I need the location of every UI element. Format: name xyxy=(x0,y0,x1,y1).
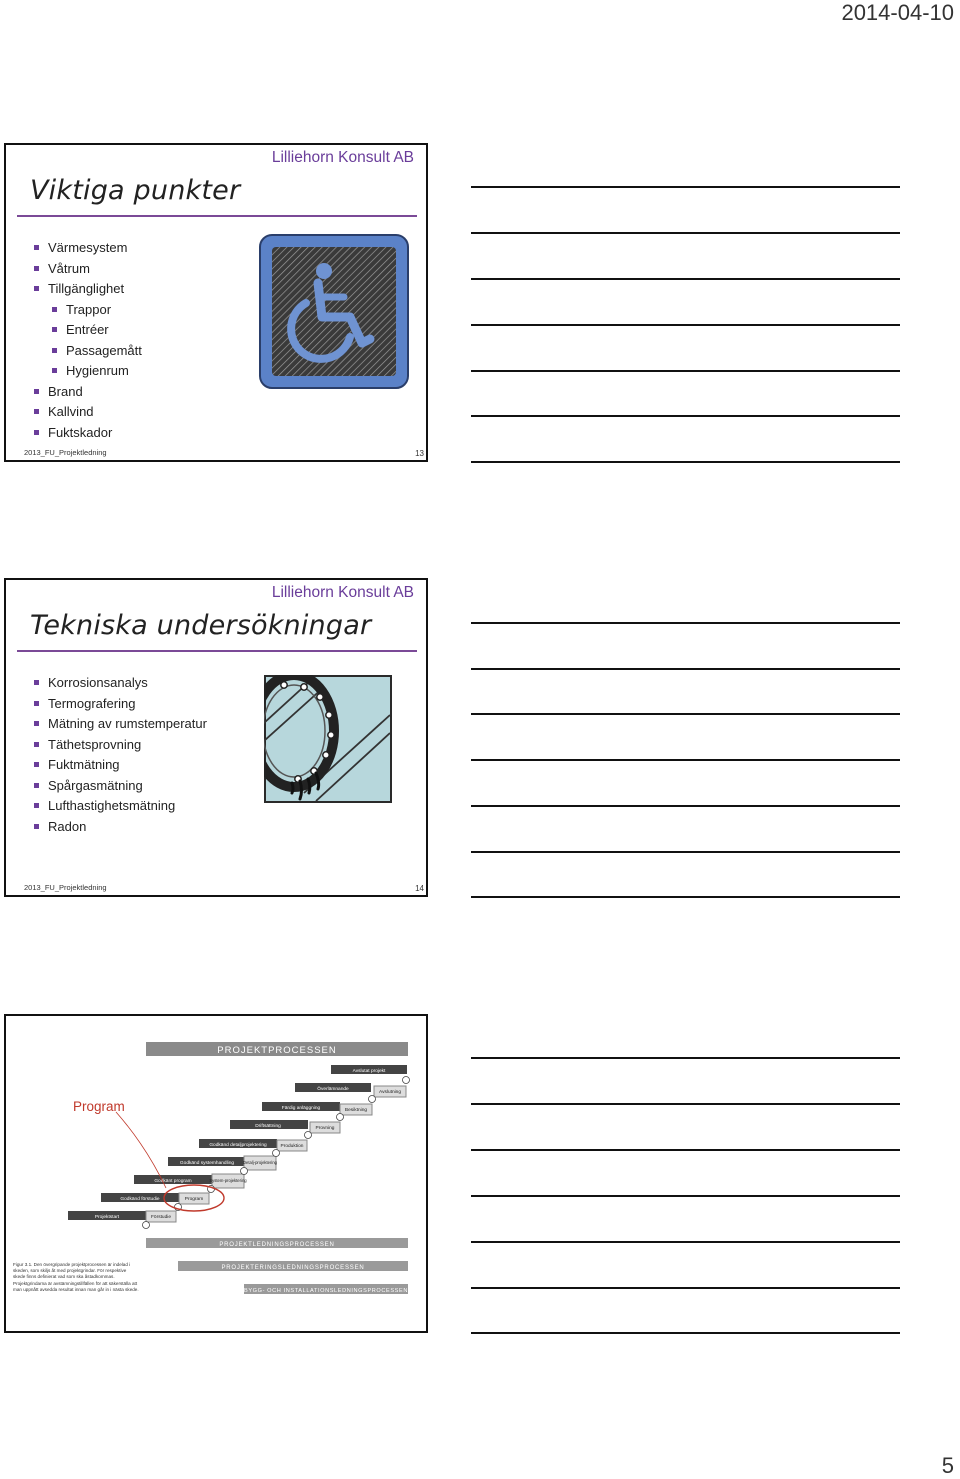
list-item: Tillgänglighet xyxy=(32,279,142,300)
list-item: Radon xyxy=(32,817,207,838)
company-name: Lilliehorn Konsult AB xyxy=(271,149,414,166)
note-line xyxy=(471,851,900,853)
svg-text:PROJEKTPROCESSEN: PROJEKTPROCESSEN xyxy=(217,1045,337,1056)
slide-title: Tekniska undersökningar xyxy=(30,610,372,641)
note-line xyxy=(471,1241,900,1243)
svg-text:Projektstart: Projektstart xyxy=(94,1215,120,1220)
slide-title: Viktiga punkter xyxy=(30,175,241,206)
note-line xyxy=(471,278,900,280)
note-line xyxy=(471,668,900,670)
note-line xyxy=(471,461,900,463)
slide-number: 14 xyxy=(415,884,424,893)
svg-text:Detalj-projektering: Detalj-projektering xyxy=(243,1160,277,1165)
list-item: Fuktmätning xyxy=(32,755,207,776)
note-line xyxy=(471,1195,900,1197)
note-line xyxy=(471,713,900,715)
svg-text:Godkänd förstudie: Godkänd förstudie xyxy=(120,1197,160,1202)
slide-number: 13 xyxy=(415,449,424,458)
title-rule xyxy=(17,650,417,652)
slide-13 xyxy=(4,143,428,462)
list-item: Trappor xyxy=(32,300,142,321)
note-line xyxy=(471,232,900,234)
svg-text:Godkänd systemhandling: Godkänd systemhandling xyxy=(179,1161,235,1166)
note-line xyxy=(471,1057,900,1059)
figure-caption: Figur 3.1. Den övergripande projektprocessen är indelad i skeden, som skiljs åt med projektgrindar. För respektive skede finns definierat vad som ska åstadkommas. Projektgrindarna är avstämningstillfällen för att säkerställa att man uppnått avsedda resultat innan man går in i nästa skede. xyxy=(13,1262,139,1292)
list-item: Värmesystem xyxy=(32,238,142,259)
list-item: Kallvind xyxy=(32,402,142,423)
bullet-list xyxy=(32,238,142,443)
list-item: Täthetsprovning xyxy=(32,735,207,756)
list-item: Termografering xyxy=(32,694,207,715)
list-item: Hygienrum xyxy=(32,361,142,382)
bullet-list xyxy=(32,673,207,837)
note-line xyxy=(471,622,900,624)
list-item: Mätning av rumstemperatur xyxy=(32,714,207,735)
page-number: 5 xyxy=(941,1453,954,1478)
note-line xyxy=(471,1332,900,1334)
corroded-pipe-image xyxy=(264,675,392,803)
note-line xyxy=(471,1103,900,1105)
list-item: Våtrum xyxy=(32,259,142,280)
svg-text:System-projektering: System-projektering xyxy=(209,1178,247,1183)
svg-text:Provning: Provning xyxy=(315,1126,335,1131)
list-item: Fuktskador xyxy=(32,423,142,444)
svg-text:PROJEKTERINGSLEDNINGSPROCESSEN: PROJEKTERINGSLEDNINGSPROCESSEN xyxy=(221,1265,365,1271)
title-rule xyxy=(17,215,417,217)
svg-text:Avslutning: Avslutning xyxy=(378,1090,402,1095)
note-line xyxy=(471,1149,900,1151)
svg-text:BYGG- OCH INSTALLATIONSLEDNING: BYGG- OCH INSTALLATIONSLEDNINGSPROCESSEN xyxy=(244,1288,408,1294)
svg-text:PROJEKTLEDNINGSPROCESSEN: PROJEKTLEDNINGSPROCESSEN xyxy=(219,1242,335,1248)
svg-text:Förstudie: Förstudie xyxy=(151,1215,171,1220)
svg-text:Program: Program xyxy=(184,1197,204,1202)
note-line xyxy=(471,1287,900,1289)
note-line xyxy=(471,805,900,807)
note-line xyxy=(471,186,900,188)
list-item: Entréer xyxy=(32,320,142,341)
svg-text:Avslutat projekt: Avslutat projekt xyxy=(352,1069,386,1074)
note-line xyxy=(471,415,900,417)
svg-text:Godkänt program: Godkänt program xyxy=(154,1179,192,1184)
list-item: Lufthastighetsmätning xyxy=(32,796,207,817)
program-label: Program xyxy=(73,1099,125,1114)
note-line xyxy=(471,370,900,372)
svg-text:Färdig anläggning: Färdig anläggning xyxy=(281,1106,321,1111)
slide-15 xyxy=(4,1014,428,1333)
slide-footer: 2013_FU_Projektledning xyxy=(24,448,107,457)
wheelchair-icon xyxy=(258,233,410,390)
svg-text:Produktion: Produktion xyxy=(280,1144,304,1149)
note-line xyxy=(471,759,900,761)
list-item: Spårgasmätning xyxy=(32,776,207,797)
list-item: Passagemått xyxy=(32,341,142,362)
company-name: Lilliehorn Konsult AB xyxy=(271,584,414,601)
svg-text:Driftsättning: Driftsättning xyxy=(255,1124,281,1129)
svg-text:Besiktning: Besiktning xyxy=(344,1108,368,1113)
page-date: 2014-04-10 xyxy=(841,0,954,25)
note-line xyxy=(471,896,900,898)
slide-footer: 2013_FU_Projektledning xyxy=(24,883,107,892)
note-line xyxy=(471,324,900,326)
svg-text:Godkänd detaljprojektering: Godkänd detaljprojektering xyxy=(209,1143,267,1148)
list-item: Brand xyxy=(32,382,142,403)
list-item: Korrosionsanalys xyxy=(32,673,207,694)
svg-text:Överlämnande: Överlämnande xyxy=(317,1087,349,1092)
slide-14 xyxy=(4,578,428,897)
